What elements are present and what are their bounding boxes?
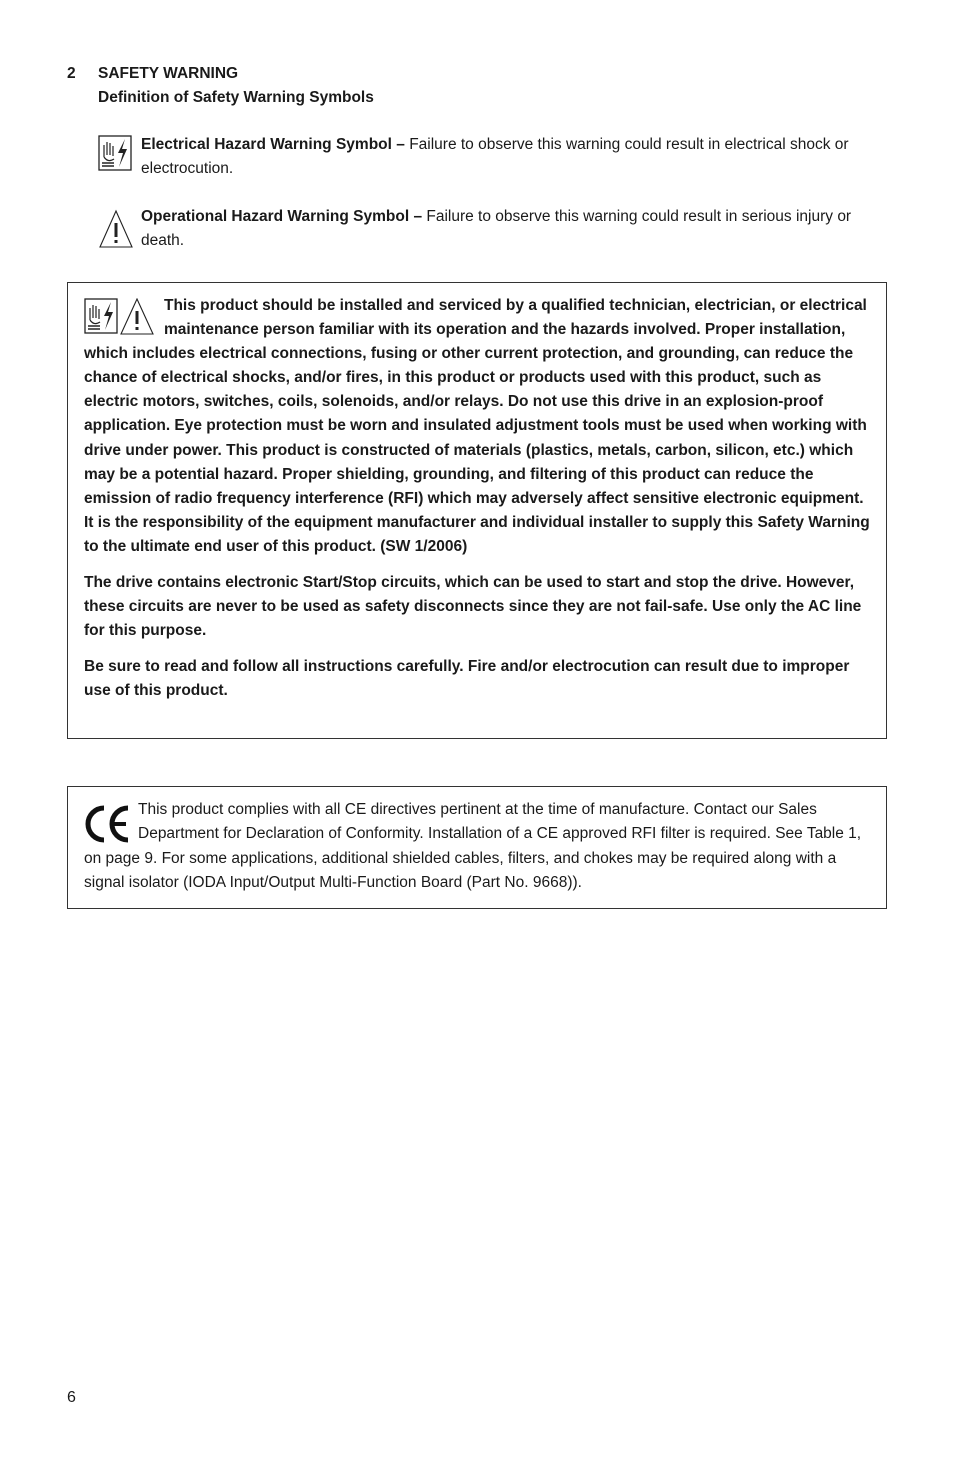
warning-icon-pair (84, 298, 154, 336)
operational-hazard-text (141, 205, 868, 253)
electrical-hazard-title: Electrical Hazard Warning Symbol – (141, 136, 405, 153)
section-subtitle: Definition of Safety Warning Symbols (98, 89, 374, 106)
section-title: SAFETY WARNING (98, 65, 239, 82)
electrical-hazard-definition (98, 133, 868, 181)
warning-paragraph-1: This product should be installed and serviced by a qualified technician, electrician, or electrical maintenance person familiar with its operation and the hazards involved. Proper installation, which includes electrical connections, fusing or other current protection, and grounding, can reduce the chance of electrical shocks, and/or fires, in this product or products used with this product, such as electric motors, switches, coils, solenoids, and/or relays. Do not use this drive in an explosion-proof application. Eye protection must be worn and insulated adjustment tools must be used when working with drive under power. This product is constructed of materials (plastics, metals, carbon, silicon, etc.) which may be a potential hazard. Proper shielding, grounding, and filtering of this product can reduce the emission of radio frequency interference (RFI) which may adversely affect sensitive electronic equipment. It is the responsibility of the equipment manufacturer and individual installer to supply this Safety Warning to the ultimate end user of this product. (SW 1/2006) (84, 297, 870, 555)
operational-hazard-icon (98, 207, 134, 257)
safety-warning-box (67, 282, 887, 739)
warning-icons (84, 298, 154, 336)
operational-hazard-icon (121, 299, 153, 334)
electrical-hazard-description: Failure to observe this warning could result in electrical shock or electrocution. (141, 136, 849, 177)
warning-paragraph-2: The drive contains electronic Start/Stop circuits, which can be used to start and stop the drive. However, these circuits are never to be used as safety disconnects since they are not fail-safe. Use only the AC line for this purpose. (84, 574, 862, 640)
electrical-hazard-icon (98, 135, 132, 179)
operational-hazard-definition (98, 205, 868, 253)
operational-hazard-title: Operational Hazard Warning Symbol – (141, 208, 423, 225)
ce-compliance-text: This product complies with all CE directives pertinent at the time of manufacture. Contact our Sales Department for Declaration of Conformity. Installation of a CE approved RFI filter is required. See Table 1, on page 9. For some applications, additional shielded cables, filters, and chokes may be required along with a signal isolator (IODA Input/Output Multi-Function Board (Part No. 9668)). (84, 801, 862, 891)
section-number: 2 (67, 65, 76, 82)
page-number: 6 (67, 1389, 76, 1406)
ce-mark-icon (84, 804, 130, 844)
warning-paragraph-3: Be sure to read and follow all instructions carefully. Fire and/or electrocution can result due to improper use of this product. (84, 658, 850, 700)
electrical-hazard-text (141, 133, 868, 181)
operational-hazard-description: Failure to observe this warning could result in serious injury or death. (141, 208, 852, 249)
section-heading (67, 62, 238, 86)
ce-compliance-box (67, 786, 887, 909)
electrical-hazard-icon (85, 299, 117, 333)
